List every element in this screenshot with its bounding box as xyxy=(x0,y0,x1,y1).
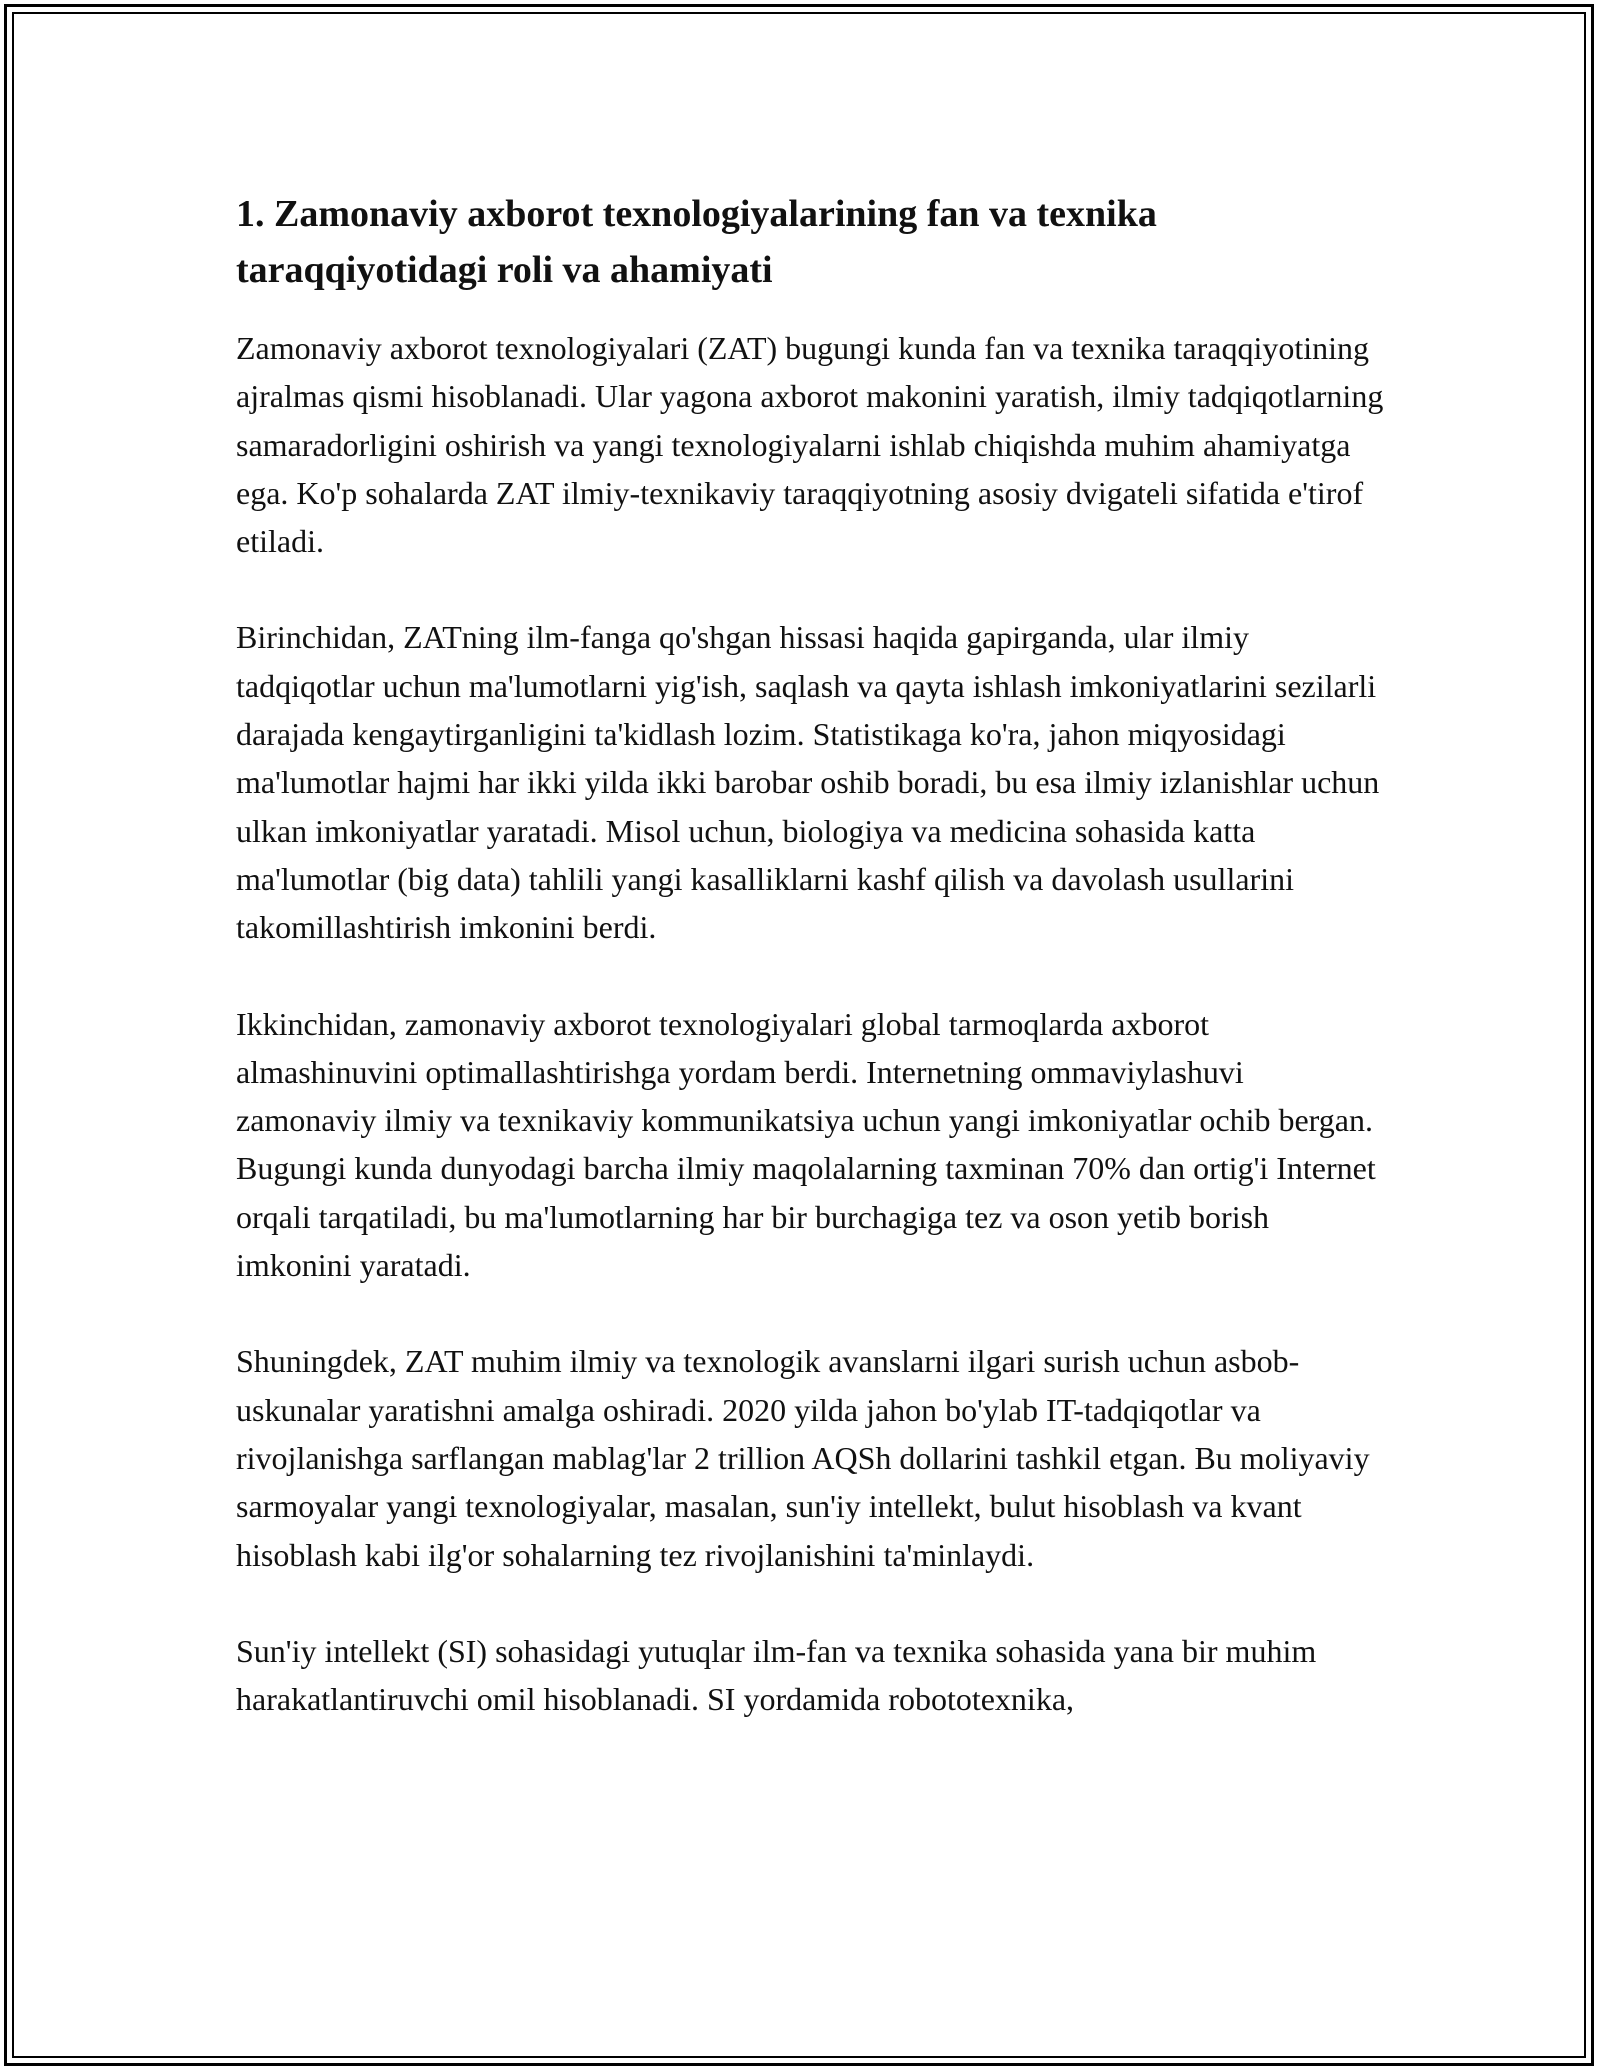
section-heading: 1. Zamonaviy axborot texnologiyalarining fan va texnika taraqqiyotidagi roli va ahamiyati xyxy=(236,193,1157,291)
document-body xyxy=(236,186,1386,1771)
paragraph-second-point: Ikkinchidan, zamonaviy axborot texnologiyalari global tarmoqlarda axborot almashinuvini optimallashtirishga yordam berdi. Internetning ommaviylashuvi zamonaviy ilmiy va texnikaviy kommunikatsiya uchun yangi imkoniyatlar ochib bergan. Bugungi kunda dunyodagi barcha ilmiy maqolalarning taxminan 70% dan ortig'i Internet orqali tarqatiladi, bu ma'lumotlarning har bir burchagiga tez va oson yetib borish imkonini yaratadi. xyxy=(236,1005,1376,1284)
paragraph-ai: Sun'iy intellekt (SI) sohasidagi yutuqlar ilm-fan va texnika sohasida yana bir muhim harakatlantiruvchi omil hisoblanadi. SI yordamida robototexnika, xyxy=(236,1632,1317,1718)
paragraph-intro: Zamonaviy axborot texnologiyalari (ZAT) bugungi kunda fan va texnika taraqqiyotining ajralmas qismi hisoblanadi. Ular yagona axborot makonini yaratish, ilmiy tadqiqotlarning samaradorligini oshirish va yangi texnologiyalarni ishlab chiqishda muhim ahamiyatga ega. Ko'p sohalarda ZAT ilmiy-texnikaviy taraqqiyotning asosiy dvigateli sifatida e'tirof etiladi. xyxy=(236,330,1384,560)
paragraph-first-point: Birinchidan, ZATning ilm-fanga qo'shgan hissasi haqida gapirganda, ular ilmiy tadqiqotlar uchun ma'lumotlarni yig'ish, saqlash va qayta ishlash imkoniyatlarini sezilarli darajada kengaytirganligini ta'kidlash lozim. Statistikaga ko'ra, jahon miqyosidagi ma'lumotlar hajmi har ikki yilda ikki barobar oshib boradi, bu esa ilmiy izlanishlar uchun ulkan imkoniyatlar yaratadi. Misol uchun, biologiya va medicina sohasida katta ma'lumotlar (big data) tahlili yangi kasalliklarni kashf qilish va davolash usullarini takomillashtirish imkonini berdi. xyxy=(236,619,1380,946)
paragraph-investment: Shuningdek, ZAT muhim ilmiy va texnologik avanslarni ilgari surish uchun asbob-uskunalar yaratishni amalga oshiradi. 2020 yilda jahon bo'ylab IT-tadqiqotlar va rivojlanishga sarflangan mablag'lar 2 trillion AQSh dollarini tashkil etgan. Bu moliyaviy sarmoyalar yangi texnologiyalar, masalan, sun'iy intellekt, bulut hisoblash va kvant hisoblash kabi ilg'or sohalarning tez rivojlanishini ta'minlaydi. xyxy=(236,1343,1370,1573)
